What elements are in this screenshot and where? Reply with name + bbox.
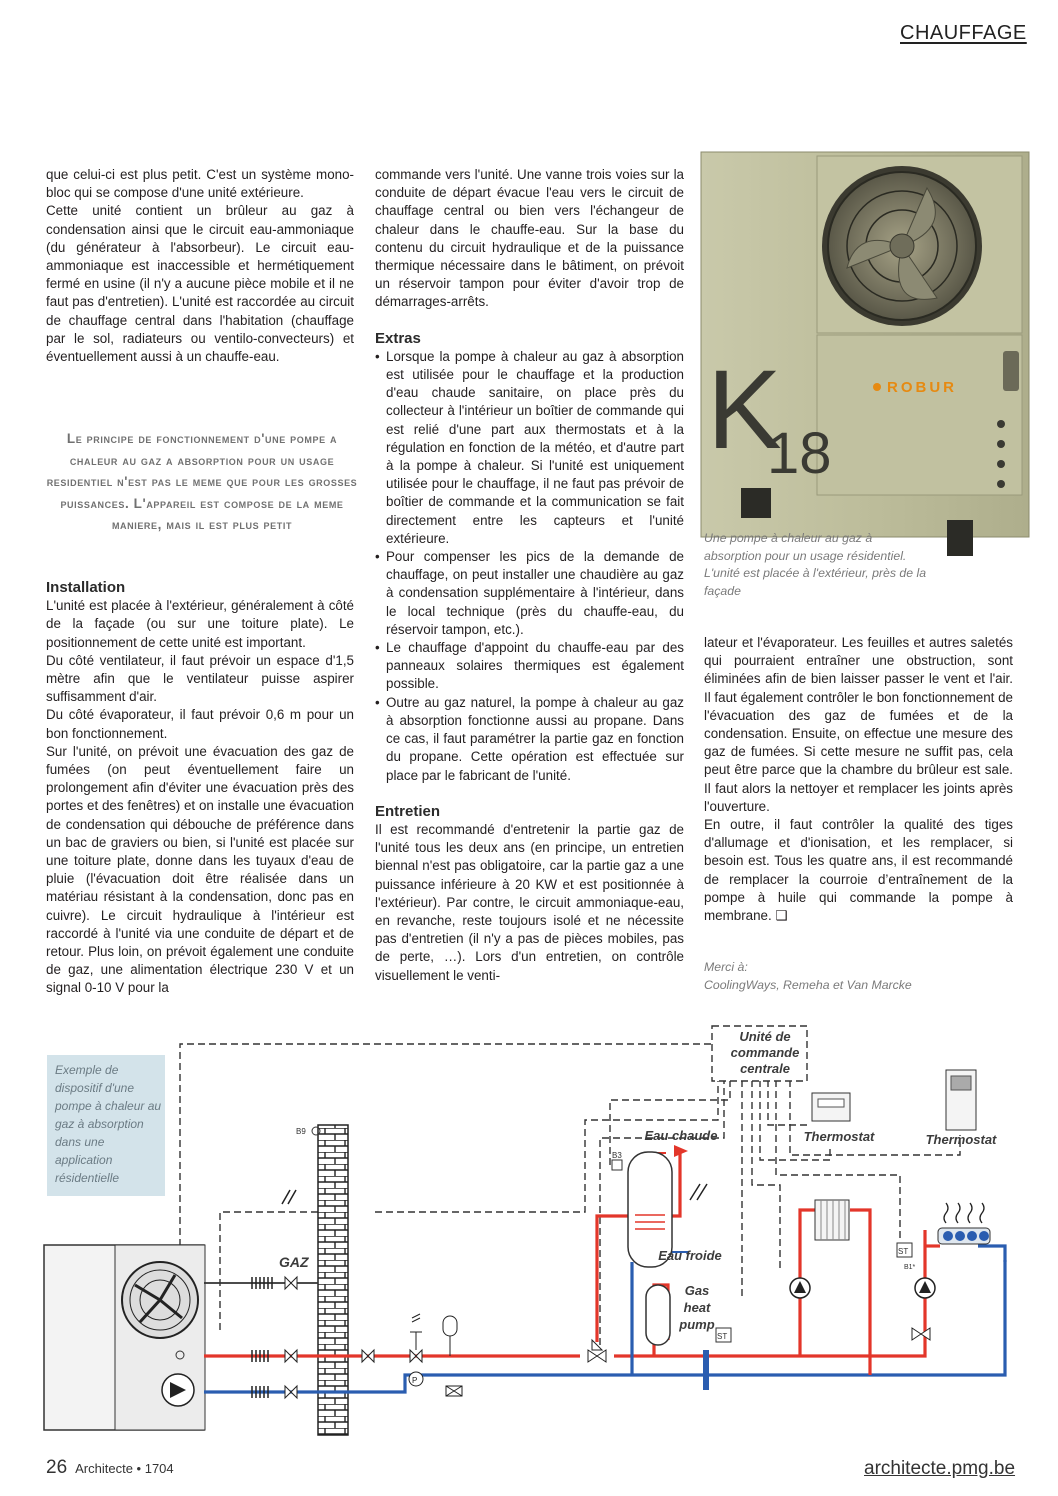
entretien-heading: Entretien [375,802,441,820]
thermostat-1-label: Thermostat [803,1129,875,1144]
model-number: 18 [767,421,832,486]
thanks-block [704,959,1004,994]
paragraph: commande vers l'unité. Une vanne trois voies sur la conduite de départ évacue l'eau vers le circuit de chauffage central ou bien vers l'échangeur de chaleur dans le chauffe-eau. Sur la base du contenu du circuit hydraulique et de la puissance thermique nécessaire dans le bâtiment, on prévoit un réservoir tampon pour éviter d'avoir trop de démarrages-arrêts. [375,167,684,310]
tag-st-1: ST [717,1332,728,1341]
hot-water-label: Eau chaude [644,1128,718,1143]
installation-heading: Installation [46,579,126,596]
model-letter: K [707,347,782,472]
outdoor-unit [44,1245,205,1430]
extras-heading: Extras [375,329,421,347]
paragraph: Du côté évaporateur, il faut prévoir 0,6 m pour un bon fonctionnement. [46,707,354,741]
tag-st-2: ST [898,1247,909,1256]
magazine-issue: Architecte • 1704 [75,1461,174,1476]
column-1-top [46,166,354,366]
paragraph-text: En outre, il faut contrôler la qualité des tiges d'allumage et d'ionisation, et les remplacer, si besoin est. Tous les quatre ans, il est recommandé de remplacer la courroie d’entraînement de la pompe à huile qui commande la pompe à membrane. [704,817,1013,924]
underfloor-heating [938,1203,990,1244]
gas-heat-pump-label-2: heat [683,1300,711,1315]
column-3 [704,634,1013,925]
heat-pump-photo [697,148,1031,558]
page-number: 26 [46,1457,68,1478]
list-item: • Le chauffage d'appoint du chauffe-eau par des panneaux solaires thermiques est également possible. [375,639,684,694]
thanks-names: CoolingWays, Remeha et Van Marcke [704,977,912,992]
control-unit-label-2: commande [730,1045,800,1060]
column-1-installation [46,579,354,998]
brick-wall [318,1125,348,1435]
thermostat-2-label: Thermostat [925,1132,997,1147]
control-unit-label-1: Unité de [739,1029,791,1044]
gas-label: GAZ [279,1254,309,1270]
cold-water-label: Eau froide [658,1248,722,1263]
paragraph: Du côté ventilateur, il faut prévoir un espace d'1,5 mètre afin que le ventilateur puisse aspirer suffisamment d'air. [46,652,354,705]
paragraph: que celui-ci est plus petit. C'est un système mono-bloc qui se compose d'une unité extérieure. [46,167,354,201]
control-wiring [180,1044,960,1345]
paragraph [704,816,1013,925]
photo-caption: Une pompe à chaleur au gaz à absorption pour un usage résidentiel. L'unité est placée à l'extérieur, près de la façade [704,531,927,598]
tag-p: P [412,1376,418,1385]
list-item: • Lorsque la pompe à chaleur au gaz à absorption est utilisée pour le chauffage et la production d'eau chaude sanitaire, on place près du collecteur à l'intérieur un boîtier de commande qui est relié d'une part aux thermostats et à la régulation en fonction de la météo, et d'autre part à la pompe à chaleur. Si l'unité est uniquement utilisée pour le chauffage, il ne faut pas prévoir de boîtier de commande et la communication se fait directement entre les capteurs et l'unité extérieure. [375,348,684,548]
gas-heat-pump-label-1: Gas [684,1283,710,1298]
list-item: • Outre au gaz naturel, la pompe à chaleur au gaz à absorption fonctionne aussi au propane. Dans ce cas, il faut paramétrer la partie gaz en fonction du propane. Cette opération est effectuée sur place par le fabricant de l'unité. [375,694,684,785]
sidebox-text: Exemple de dispositif d'une pompe à chaleur au gaz à absorption dans une application résidentielle [55,1063,162,1185]
extras-list [375,348,684,785]
column-2 [375,166,684,985]
paragraph: Cette unité contient un brûleur au gaz à condensation ainsi que le circuit eau-ammoniaque (du générateur à l'absorbeur). Le circuit eau-ammoniaque est inaccessible et hermétiquement fermé en usine (il n'y a aucune pièce mobile et il ne faut pas d'entretien). L'unité est raccordée au circuit de chauffage central dans l'habitation (chauffage par le sol, radiateurs ou ventilo-convecteurs) et éventuellement aussi à un chauffe-eau. [46,203,354,365]
brand-logo: ROBUR [887,379,957,396]
pull-quote: Le principe de fonctionnement d'une pompe a chaleur au gaz a absorption pour un usage residentiel n'est pas le meme que pour les grosses puissances. L'appareil est compose de la meme maniere, mais il est plus petit [46,431,358,532]
radiator [815,1200,849,1240]
tag-b3: B3 [612,1151,622,1160]
tag-b1: B1* [904,1264,916,1271]
installation-diagram [0,995,1058,1440]
gas-heat-pump-label-3: pump [679,1317,715,1332]
footer-left [46,1457,174,1479]
thanks-title: Merci à: [704,960,748,974]
tag-b9: B9 [296,1127,306,1136]
paragraph: lateur et l'évaporateur. Les feuilles et autres saletés qui pourraient entraîner une obstruction, sont éliminées afin de bien laisser passer le vent et l'air. Il faut également contrôler le bon fonctionnement de l'évacuation des gaz de fumées et de la condensation. Ensuite, on effectue une mesure des gaz de fumées. Si cette mesure ne suffit pas, cela peut être parce que la chambre du brûleur est sale. Il faut alors la nettoyer et remplacer les joints après l'ouverture. [704,635,1013,814]
hydraulic-separator [703,1350,709,1390]
paragraph: L'unité est placée à l'extérieur, généralement à côté de la façade (ou sur une toiture plate). Le positionnement de cette unité est important. [46,598,354,650]
control-unit-label-3: centrale [740,1061,790,1076]
section-tag: CHAUFFAGE [900,22,1027,44]
buffer-tank [646,1285,670,1345]
list-item: • Pour compenser les pics de la demande de chauffage, on peut installer une chaudière au gaz à condensation supplémentaire à l'intérieur, dans le local technique (près du chauffe-eau, du réservoir tampon, etc.). [375,548,684,639]
paragraph: Il est recommandé d'entretenir la partie gaz de l'unité tous les deux ans (en principe, un entretien biennal n'est pas obligatoire, car la partie gaz a une puissance inférieure à 20 KW et est positionnée à l'extérieur). Par contre, le circuit ammoniaque-eau, en revanche, reste toujours isolé et ne nécessite pas d'entretien (il n'y a pas de pièces mobiles, pas de perte, …). Lors d'un entretien, on contrôle visuellement le venti- [375,821,684,983]
paragraph: Sur l'unité, on prévoit une évacuation des gaz de fumées (on peut éventuellement faire un prolongement afin d'éviter une évacuation près des portes et des fenêtres) et on installe une évacuation de condensation qui débouche de préférence dans un bac de graviers ou bien, si l'unité est placée sur une toiture plate, donne dans les tuyaux d'eau de pluie (l'évacuation doit être réalisée dans un matériau résistant à la condensation, donc pas en cuivre). Le circuit hydraulique à l'intérieur est raccordé à l'unité via une conduite de départ et de retour. Plus loin, on prévoit également une conduite de gaz, une alimentation électrique 230 V et un signal 0-10 V pour la [46,743,354,996]
end-mark: ❑ [775,908,788,924]
footer-url-link[interactable]: architecte.pmg.be [864,1458,1016,1479]
